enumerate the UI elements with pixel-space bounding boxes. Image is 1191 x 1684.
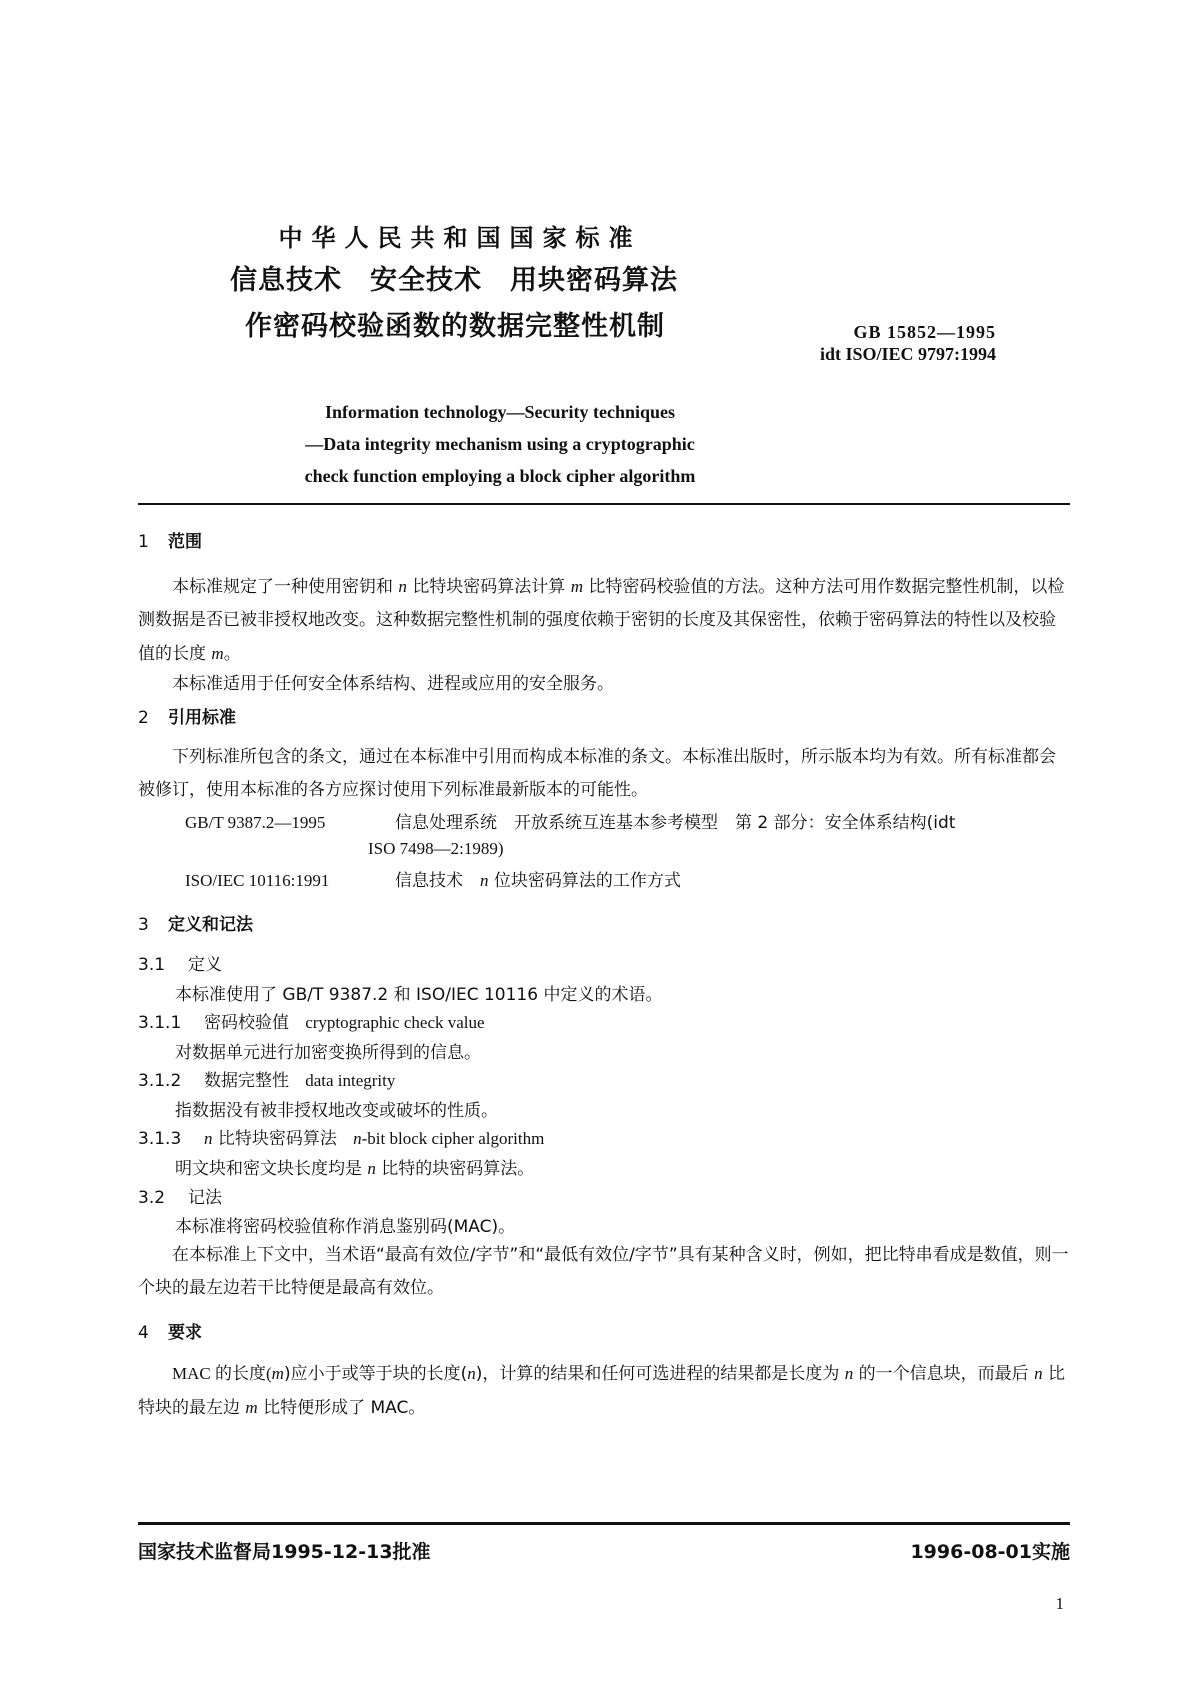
text: )，计算的结果和任何可选进程的结果都是长度为 xyxy=(475,1364,845,1384)
text: 比特的块密码算法。 xyxy=(375,1159,535,1179)
section-number: 3.1.2 xyxy=(138,1071,182,1091)
section-title: 范围 xyxy=(168,532,202,552)
definition-3-1-1 xyxy=(138,1006,485,1040)
var-m: m xyxy=(211,644,224,663)
var-n: n xyxy=(398,577,407,596)
section-number: 3.1.1 xyxy=(138,1013,182,1033)
section-3-1-para: 本标准使用了 GB/T 9387.2 和 ISO/IEC 10116 中定义的术语。 xyxy=(175,985,663,1005)
section-number: 3.1 xyxy=(138,955,166,975)
title-en-line1: Information technology—Security techniques xyxy=(325,402,675,422)
section-number: 2 xyxy=(138,708,149,728)
standard-code xyxy=(820,321,996,365)
title-cn-line2: 作密码校验函数的数据完整性机制 xyxy=(245,311,665,342)
text: 比特便形成了 MAC。 xyxy=(257,1398,426,1418)
reference-code: GB/T 9387.2—1995 xyxy=(185,813,326,832)
term-cn: 密码校验值 xyxy=(204,1013,289,1033)
definition-3-1-2-text: 指数据没有被非授权地改变或破坏的性质。 xyxy=(175,1101,498,1121)
header-divider xyxy=(138,503,1070,505)
term-cn: 数据完整性 xyxy=(204,1071,289,1091)
definition-3-1-1-text: 对数据单元进行加密变换所得到的信息。 xyxy=(175,1043,481,1063)
title-en-line2: —Data integrity mechanism using a cryptographic xyxy=(305,434,695,454)
section-4-para xyxy=(138,1357,1070,1425)
standard-name: 中华人民共和国国家标准 xyxy=(278,224,642,252)
text: )应小于或等于块的长度( xyxy=(283,1364,468,1384)
gb-code: GB 15852—1995 xyxy=(853,322,997,342)
section-number: 1 xyxy=(138,532,149,552)
var-m: m xyxy=(570,577,583,596)
text: 本标准规定了一种使用密钥和 xyxy=(172,577,393,597)
term-cn: 比特块密码算法 xyxy=(212,1129,337,1149)
section-number: 3.1.3 xyxy=(138,1129,182,1149)
definition-3-1-3-text xyxy=(175,1152,534,1186)
reference-title: 信息技术 xyxy=(395,871,480,891)
section-title: 定义和记法 xyxy=(168,915,253,935)
text: 比特块密码算法计算 xyxy=(412,577,566,597)
var-n: n xyxy=(367,1159,376,1178)
term-en: data integrity xyxy=(305,1071,396,1090)
section-number: 4 xyxy=(138,1323,149,1343)
text: 明文块和密文块长度均是 xyxy=(175,1159,368,1179)
section-3-2-para1: 本标准将密码校验值称作消息鉴别码(MAC)。 xyxy=(175,1217,516,1237)
section-3-2-para2: 在本标准上下文中，当术语“最高有效位/字节”和“最低有效位/字节”具有某种含义时，例如，把比特串看成是数值，则一个块的最左边若干比特便是最高有效位。 xyxy=(138,1245,1069,1298)
definition-3-1-3 xyxy=(138,1122,544,1156)
section-3-heading xyxy=(138,910,253,935)
page-number: 1 xyxy=(1055,1594,1064,1613)
var-m: m xyxy=(271,1364,284,1383)
term-en: cryptographic check value xyxy=(305,1013,485,1032)
definition-3-1-2 xyxy=(138,1064,395,1098)
term-en: -bit block cipher algorithm xyxy=(361,1129,545,1148)
idt-code: idt ISO/IEC 9797:1994 xyxy=(820,344,997,364)
var-n: n xyxy=(844,1364,854,1383)
section-2-para1: 下列标准所包含的条文，通过在本标准中引用而构成本标准的条文。本标准出版时，所示版本均为有效。所有标准都会被修订，使用本标准的各方应探讨使用下列标准最新版本的可能性。 xyxy=(138,747,1056,800)
text: 比特块的最左边 xyxy=(138,1364,1065,1418)
approval-date: 国家技术监督局1995-12-13批准 xyxy=(138,1541,431,1563)
footer-divider xyxy=(138,1522,1070,1525)
reference-title: 位块密码算法的工作方式 xyxy=(488,871,681,891)
reference-code: ISO/IEC 10116:1991 xyxy=(185,871,330,890)
text: 比特密码校验值的方法。这种方法可用作数据完整性机制，以检测数据是否已被非授权地改变。这种数据完整性机制的强度依赖于密钥的长度及其保密性，依赖于密码算法的特性以及校验值的长度 xyxy=(138,577,1065,664)
reference-row xyxy=(185,866,681,891)
var-n: n xyxy=(353,1129,362,1148)
var-n: n xyxy=(480,871,489,890)
text: 。 xyxy=(223,644,241,664)
reference-continuation: ISO 7498—2:1989) xyxy=(368,839,504,858)
title-cn-line1: 信息技术 安全技术 用块密码算法 xyxy=(230,265,678,296)
section-number: 3.2 xyxy=(138,1188,166,1208)
section-4-heading xyxy=(138,1318,202,1343)
section-title: 引用标准 xyxy=(168,708,236,728)
var-n: n xyxy=(467,1364,476,1383)
section-title: 记法 xyxy=(188,1188,222,1208)
section-2-heading xyxy=(138,703,236,728)
title-en-line3: check function employing a block cipher algorithm xyxy=(304,466,696,486)
reference-title: 信息处理系统 开放系统互连基本参考模型 第 2 部分：安全体系结构(idt xyxy=(395,813,956,833)
section-1-para2: 本标准适用于任何安全体系结构、进程或应用的安全服务。 xyxy=(172,674,614,694)
effective-date: 1996-08-01实施 xyxy=(910,1541,1070,1563)
var-n: n xyxy=(1034,1364,1043,1383)
text: MAC 的长度( xyxy=(172,1364,272,1383)
section-1-heading xyxy=(138,527,202,552)
reference-row xyxy=(185,808,955,833)
var-n: n xyxy=(204,1129,213,1148)
title-en xyxy=(0,396,1000,492)
section-title: 定义 xyxy=(188,955,222,975)
text: 的一个信息块，而最后 xyxy=(853,1364,1035,1384)
section-3-1-heading xyxy=(138,948,222,982)
section-1-para1 xyxy=(138,570,1070,671)
var-m: m xyxy=(245,1398,258,1417)
section-number: 3 xyxy=(138,915,149,935)
section-title: 要求 xyxy=(168,1323,202,1343)
